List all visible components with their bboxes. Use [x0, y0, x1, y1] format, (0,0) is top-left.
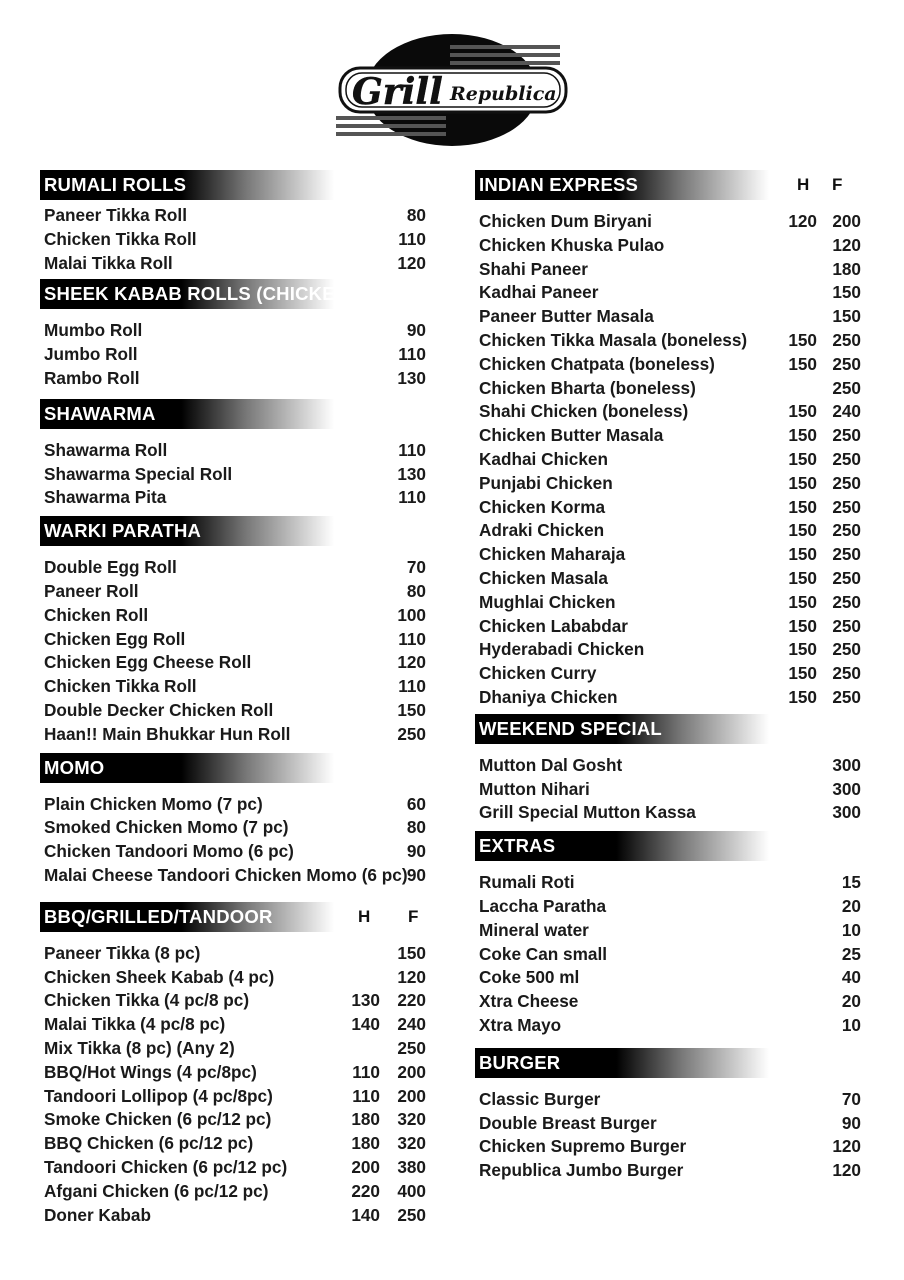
- item-price-half: 150: [788, 472, 817, 493]
- section-gap: [40, 888, 436, 902]
- item-price-half: 150: [788, 520, 817, 541]
- menu-item: [475, 258, 865, 282]
- item-name: Mughlai Chicken: [479, 591, 616, 612]
- item-list: [40, 439, 436, 510]
- item-price-full: 90: [406, 864, 426, 885]
- item-price-half: 150: [788, 496, 817, 517]
- item-price-full: 250: [832, 567, 861, 588]
- item-name: Chicken Bharta (boneless): [479, 377, 696, 398]
- item-name: Double Decker Chicken Roll: [44, 699, 274, 720]
- item-price-half: 180: [351, 1133, 380, 1154]
- menu-item: [475, 353, 865, 377]
- item-name: Double Breast Burger: [479, 1112, 657, 1133]
- menu-item: [475, 448, 865, 472]
- item-price-full: 250: [832, 472, 861, 493]
- item-name: Smoke Chicken (6 pc/12 pc): [44, 1109, 272, 1130]
- section-header: [475, 714, 769, 744]
- item-name: Chicken Supremo Burger: [479, 1136, 687, 1157]
- section-title: WEEKEND SPECIAL: [479, 717, 662, 739]
- item-name: Shawarma Special Roll: [44, 463, 233, 484]
- menu-section: [40, 170, 436, 275]
- item-name: Jumbo Roll: [44, 344, 138, 365]
- item-price-half: 150: [788, 615, 817, 636]
- item-price-full: 80: [406, 580, 426, 601]
- menu-item: [40, 580, 436, 604]
- menu-item: [475, 871, 865, 895]
- item-price-full: 130: [397, 367, 426, 388]
- item-name: Chicken Butter Masala: [479, 425, 664, 446]
- menu-item: [40, 556, 436, 580]
- item-price-full: 90: [841, 1112, 861, 1133]
- item-name: Adraki Chicken: [479, 520, 605, 541]
- item-price-half: 150: [788, 353, 817, 374]
- menu-item: [475, 234, 865, 258]
- menu-item: [40, 367, 436, 391]
- menu-section: [475, 831, 865, 1038]
- item-price-half: 150: [788, 401, 817, 422]
- menu-item: [475, 686, 865, 710]
- item-name: Chicken Egg Cheese Roll: [44, 652, 252, 673]
- spacer: [475, 1078, 865, 1088]
- item-price-half: 110: [352, 1061, 380, 1082]
- item-price-full: 110: [398, 487, 426, 508]
- item-name: Malai Tikka Roll: [44, 252, 173, 273]
- item-name: Shawarma Roll: [44, 439, 168, 460]
- menu-item: [475, 424, 865, 448]
- menu-item: [40, 319, 436, 343]
- item-price-half: 200: [351, 1156, 380, 1177]
- menu-item: [475, 1014, 865, 1038]
- section-title: EXTRAS: [479, 835, 556, 857]
- menu-item: [475, 778, 865, 802]
- item-name: Tandoori Lollipop (4 pc/8pc): [44, 1085, 273, 1106]
- item-name: Chicken Egg Roll: [44, 628, 186, 649]
- menu-section: [40, 516, 436, 746]
- half-column-header: H: [797, 175, 810, 194]
- brand-logo: [332, 32, 572, 148]
- item-name: Malai Cheese Tandoori Chicken Momo (6 pc): [44, 864, 408, 885]
- menu-item: [40, 228, 436, 252]
- section-gap: [475, 1038, 865, 1048]
- item-price-full: 120: [397, 652, 426, 673]
- section-header: [475, 831, 769, 861]
- item-price-full: 300: [832, 778, 861, 799]
- item-price-full: 200: [397, 1085, 426, 1106]
- item-price-full: 320: [397, 1109, 426, 1130]
- item-name: Coke 500 ml: [479, 967, 580, 988]
- section-header: [475, 1048, 769, 1078]
- item-name: Plain Chicken Momo (7 pc): [44, 793, 263, 814]
- item-name: Mineral water: [479, 919, 589, 940]
- menu-item: [40, 486, 436, 510]
- item-price-full: 250: [832, 353, 861, 374]
- menu-item: [40, 942, 436, 966]
- item-price-full: 120: [397, 966, 426, 987]
- item-price-half: 150: [788, 329, 817, 350]
- item-name: Chicken Roll: [44, 604, 149, 625]
- item-name: Haan!! Main Bhukkar Hun Roll: [44, 723, 291, 744]
- item-price-full: 250: [832, 448, 861, 469]
- item-price-full: 300: [832, 754, 861, 775]
- menu-item: [475, 895, 865, 919]
- item-price-full: 150: [397, 699, 426, 720]
- item-price-half: 150: [788, 567, 817, 588]
- menu-item: [475, 1159, 865, 1183]
- menu-item: [40, 1085, 436, 1109]
- item-price-half: 150: [788, 448, 817, 469]
- menu-section: [40, 279, 436, 390]
- item-price-full: 40: [841, 967, 861, 988]
- item-name: Xtra Mayo: [479, 1014, 562, 1035]
- item-price-full: 20: [841, 895, 861, 916]
- item-name: Shahi Paneer: [479, 258, 588, 279]
- item-name: Rambo Roll: [44, 367, 140, 388]
- item-price-full: 120: [397, 252, 426, 273]
- item-price-full: 150: [397, 942, 426, 963]
- menu-item: [40, 1156, 436, 1180]
- menu-item: [475, 1135, 865, 1159]
- full-column-header: F: [408, 906, 419, 926]
- spacer: [40, 309, 436, 319]
- menu-item: [475, 496, 865, 520]
- item-name: Chicken Tandoori Momo (6 pc): [44, 841, 294, 862]
- item-price-full: 150: [832, 282, 861, 303]
- item-list: [475, 871, 865, 1038]
- item-price-half: 150: [788, 639, 817, 660]
- item-name: Mutton Dal Gosht: [479, 754, 623, 775]
- item-name: Paneer Roll: [44, 580, 139, 601]
- menu-item: [40, 1013, 436, 1037]
- menu-item: [40, 966, 436, 990]
- item-name: Paneer Tikka (8 pc): [44, 942, 201, 963]
- item-list: [40, 793, 436, 888]
- brand-name-part2: Republica: [450, 83, 557, 105]
- item-price-full: 400: [397, 1180, 426, 1201]
- section-header: [40, 279, 355, 309]
- item-name: Xtra Cheese: [479, 991, 579, 1012]
- menu-item: [475, 801, 865, 825]
- item-price-half: 150: [788, 663, 817, 684]
- item-name: Shahi Chicken (boneless): [479, 401, 689, 422]
- item-list: [40, 204, 436, 275]
- item-price-full: 220: [397, 990, 426, 1011]
- section-title: SHEEK KABAB ROLLS (CHICKEN): [44, 283, 355, 305]
- item-price-full: 110: [398, 344, 426, 365]
- item-price-full: 15: [841, 872, 861, 893]
- item-price-full: 120: [832, 1160, 861, 1181]
- menu-item: [40, 604, 436, 628]
- item-price-half: 150: [788, 686, 817, 707]
- item-name: Punjabi Chicken: [479, 472, 613, 493]
- menu-item: [475, 615, 865, 639]
- menu-item: [40, 651, 436, 675]
- menu-item: [40, 699, 436, 723]
- item-list: [475, 210, 865, 710]
- item-name: Classic Burger: [479, 1088, 601, 1109]
- item-name: Grill Special Mutton Kassa: [479, 802, 696, 823]
- item-name: Paneer Butter Masala: [479, 306, 654, 327]
- menu-item: [40, 1061, 436, 1085]
- item-price-full: 200: [832, 211, 861, 231]
- item-name: Laccha Paratha: [479, 895, 607, 916]
- item-price-full: 10: [841, 919, 861, 940]
- item-price-half: 140: [351, 1204, 380, 1225]
- item-name: Double Egg Roll: [44, 557, 177, 578]
- item-price-half: 180: [351, 1109, 380, 1130]
- section-header: [40, 516, 334, 546]
- menu-item: [475, 1088, 865, 1112]
- item-list: [40, 319, 436, 390]
- item-price-full: 250: [832, 377, 861, 398]
- menu-item: [40, 864, 436, 888]
- item-price-full: 20: [841, 991, 861, 1012]
- menu-item: [40, 1108, 436, 1132]
- menu-item: [40, 1037, 436, 1061]
- item-price-full: 80: [406, 817, 426, 838]
- menu-column-left: [40, 170, 436, 1227]
- menu-item: [475, 966, 865, 990]
- item-name: Rumali Roti: [479, 872, 575, 893]
- menu-item: [475, 990, 865, 1014]
- item-name: Paneer Tikka Roll: [44, 205, 187, 225]
- item-name: BBQ Chicken (6 pc/12 pc): [44, 1133, 254, 1154]
- item-price-half: 150: [788, 544, 817, 565]
- spacer: [40, 546, 436, 556]
- item-price-half: 110: [352, 1085, 380, 1106]
- menu-item: [475, 305, 865, 329]
- menu-section: [475, 714, 865, 825]
- menu-item: [475, 519, 865, 543]
- item-name: Coke Can small: [479, 943, 607, 964]
- item-price-half: 220: [351, 1180, 380, 1201]
- item-name: Mutton Nihari: [479, 778, 590, 799]
- item-price-full: 130: [397, 463, 426, 484]
- section-header: [475, 170, 843, 200]
- item-price-full: 180: [832, 258, 861, 279]
- item-price-full: 380: [397, 1156, 426, 1177]
- section-header: [40, 753, 334, 783]
- item-price-full: 250: [832, 425, 861, 446]
- menu-item: [40, 628, 436, 652]
- brand-name-part1: Grill: [352, 71, 443, 113]
- item-price-full: 110: [398, 439, 426, 460]
- menu-item: [475, 281, 865, 305]
- menu-item: [475, 400, 865, 424]
- menu-item: [40, 252, 436, 276]
- menu-section: [475, 1048, 865, 1183]
- item-name: Republica Jumbo Burger: [479, 1160, 684, 1181]
- menu-item: [475, 638, 865, 662]
- menu-item: [40, 816, 436, 840]
- item-price-full: 100: [397, 604, 426, 625]
- item-name: Malai Tikka (4 pc/8 pc): [44, 1014, 226, 1035]
- item-name: Chicken Maharaja: [479, 544, 626, 565]
- menu-item: [475, 210, 865, 234]
- item-name: Afgani Chicken (6 pc/12 pc): [44, 1180, 269, 1201]
- menu-item: [40, 1180, 436, 1204]
- half-column-header: H: [358, 906, 371, 926]
- section-title: WARKI PARATHA: [44, 520, 202, 542]
- item-name: Dhaniya Chicken: [479, 686, 618, 707]
- item-price-full: 250: [832, 615, 861, 636]
- item-price-full: 250: [832, 663, 861, 684]
- item-name: Shawarma Pita: [44, 487, 167, 508]
- menu-item: [475, 377, 865, 401]
- section-title: BBQ/GRILLED/TANDOOR: [44, 905, 273, 927]
- item-list: [475, 1088, 865, 1183]
- item-name: Chicken Tikka Roll: [44, 228, 197, 249]
- item-price-full: 120: [832, 1136, 861, 1157]
- item-name: Kadhai Chicken: [479, 448, 608, 469]
- item-name: Kadhai Paneer: [479, 282, 599, 303]
- section-header: [40, 902, 419, 932]
- item-list: [475, 754, 865, 825]
- item-price-full: 250: [832, 520, 861, 541]
- full-column-header: F: [832, 175, 843, 194]
- item-price-full: 70: [406, 557, 426, 578]
- section-title: MOMO: [44, 756, 105, 778]
- item-name: Doner Kabab: [44, 1204, 151, 1225]
- item-name: Chicken Tikka (4 pc/8 pc): [44, 990, 250, 1011]
- section-header: [40, 399, 334, 429]
- spacer: [475, 861, 865, 871]
- menu-section: [40, 753, 436, 888]
- menu-section: [40, 399, 436, 510]
- item-price-full: 250: [832, 591, 861, 612]
- menu-section: [40, 902, 436, 1228]
- section-header: [40, 170, 334, 200]
- menu-item: [40, 439, 436, 463]
- grill-republica-logo-icon: [332, 32, 572, 148]
- item-name: Smoked Chicken Momo (7 pc): [44, 817, 289, 838]
- spacer: [475, 200, 865, 210]
- item-price-full: 110: [398, 628, 426, 649]
- item-price-half: 150: [788, 591, 817, 612]
- item-price-full: 250: [832, 329, 861, 350]
- item-price-full: 150: [832, 306, 861, 327]
- item-price-full: 70: [841, 1088, 861, 1109]
- menu-item: [475, 1112, 865, 1136]
- menu-item: [475, 591, 865, 615]
- item-name: Chicken Tikka Roll: [44, 676, 197, 697]
- item-list: [40, 942, 436, 1228]
- item-name: Chicken Tikka Masala (boneless): [479, 329, 748, 350]
- item-price-half: 150: [788, 425, 817, 446]
- item-price-full: 250: [397, 1037, 426, 1058]
- item-price-full: 250: [832, 496, 861, 517]
- menu-item: [475, 919, 865, 943]
- item-price-full: 110: [398, 228, 426, 249]
- section-title: RUMALI ROLLS: [44, 174, 187, 195]
- item-price-half: 130: [351, 990, 380, 1011]
- spacer: [475, 744, 865, 754]
- item-price-full: 110: [398, 676, 426, 697]
- menu-item: [475, 472, 865, 496]
- item-name: Hyderabadi Chicken: [479, 639, 645, 660]
- menu-item: [40, 1204, 436, 1228]
- item-price-full: 250: [832, 686, 861, 707]
- item-price-full: 250: [832, 639, 861, 660]
- item-name: Chicken Dum Biryani: [479, 211, 652, 231]
- menu-item: [40, 204, 436, 228]
- menu-item: [475, 662, 865, 686]
- section-title: INDIAN EXPRESS: [479, 174, 639, 195]
- item-name: Chicken Korma: [479, 496, 606, 517]
- item-price-half: 120: [788, 211, 817, 231]
- item-price-full: 250: [397, 723, 426, 744]
- item-name: Chicken Masala: [479, 567, 608, 588]
- menu-item: [475, 543, 865, 567]
- menu-item: [475, 754, 865, 778]
- item-list: [40, 556, 436, 746]
- menu-item: [40, 723, 436, 747]
- item-price-full: 240: [832, 401, 861, 422]
- item-name: Chicken Chatpata (boneless): [479, 353, 715, 374]
- item-name: Chicken Sheek Kabab (4 pc): [44, 966, 275, 987]
- spacer: [40, 932, 436, 942]
- menu-section: [475, 170, 865, 710]
- menu-item: [40, 463, 436, 487]
- section-gap: [40, 391, 436, 399]
- item-name: Chicken Lababdar: [479, 615, 628, 636]
- item-price-full: 250: [832, 544, 861, 565]
- item-name: BBQ/Hot Wings (4 pc/8pc): [44, 1061, 257, 1082]
- menu-item: [40, 343, 436, 367]
- item-price-full: 300: [832, 802, 861, 823]
- spacer: [40, 783, 436, 793]
- item-price-full: 25: [841, 943, 861, 964]
- item-price-full: 200: [397, 1061, 426, 1082]
- item-price-full: 250: [397, 1204, 426, 1225]
- item-name: Chicken Curry: [479, 663, 597, 684]
- section-title: BURGER: [479, 1051, 561, 1073]
- item-name: Chicken Khuska Pulao: [479, 234, 665, 255]
- item-price-full: 120: [832, 234, 861, 255]
- item-price-full: 320: [397, 1133, 426, 1154]
- item-price-full: 90: [406, 841, 426, 862]
- spacer: [40, 429, 436, 439]
- item-name: Mix Tikka (8 pc) (Any 2): [44, 1037, 235, 1058]
- item-name: Mumbo Roll: [44, 320, 143, 341]
- item-name: Tandoori Chicken (6 pc/12 pc): [44, 1156, 288, 1177]
- item-price-half: 140: [351, 1014, 380, 1035]
- section-title: SHAWARMA: [44, 402, 156, 424]
- item-price-full: 10: [841, 1014, 861, 1035]
- menu-item: [40, 675, 436, 699]
- menu-item: [40, 793, 436, 817]
- item-price-full: 240: [397, 1014, 426, 1035]
- menu-item: [40, 989, 436, 1013]
- item-price-full: 90: [406, 320, 426, 341]
- menu-item: [40, 840, 436, 864]
- menu-item: [475, 567, 865, 591]
- menu-item: [475, 943, 865, 967]
- item-price-full: 80: [406, 205, 426, 225]
- item-price-full: 60: [406, 793, 426, 814]
- menu-item: [475, 329, 865, 353]
- menu-column-right: [475, 170, 865, 1183]
- menu-item: [40, 1132, 436, 1156]
